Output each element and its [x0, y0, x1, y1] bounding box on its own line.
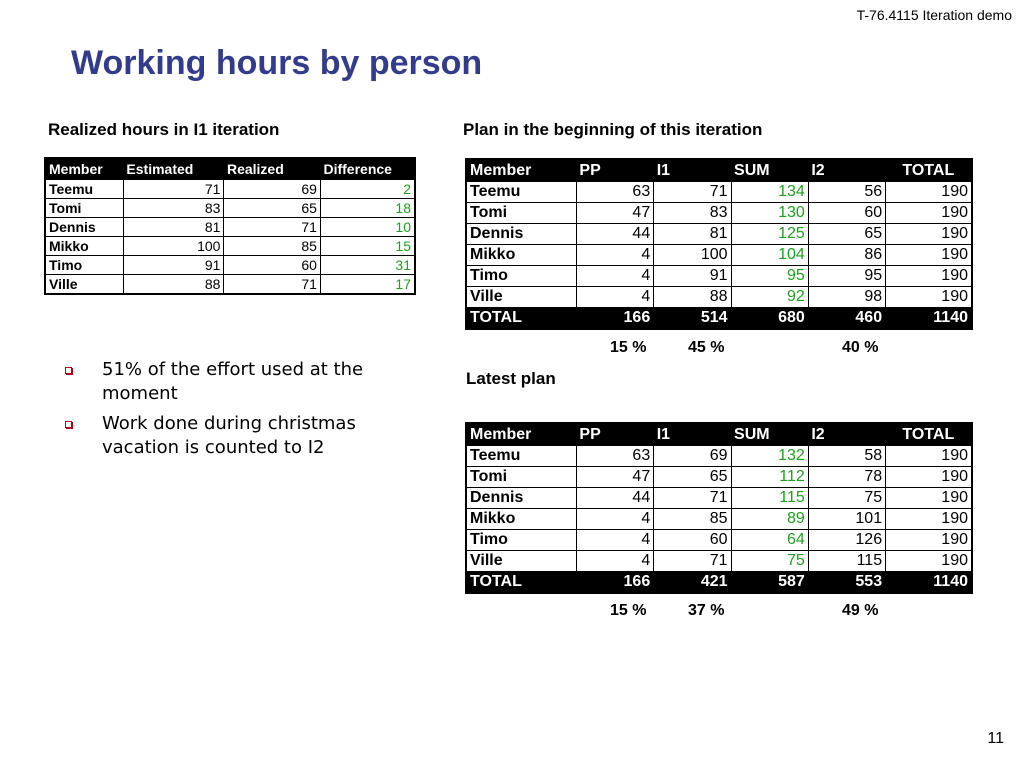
member-cell: Dennis	[466, 488, 576, 509]
member-cell: Ville	[466, 287, 576, 308]
total-label: TOTAL	[466, 572, 576, 594]
pp-cell: 4	[576, 287, 653, 308]
table-header-row	[45, 158, 415, 180]
i2-cell: 95	[808, 266, 885, 287]
pp-cell: 47	[576, 203, 653, 224]
difference-cell: 18	[320, 199, 415, 218]
member-cell: Tomi	[466, 467, 576, 488]
total-cell: 190	[886, 266, 972, 287]
total-cell: 190	[886, 245, 972, 266]
member-cell: Timo	[45, 256, 123, 275]
table-header-row	[466, 423, 972, 446]
table-header-row	[466, 159, 972, 182]
pp-cell: 4	[576, 245, 653, 266]
member-cell: Teemu	[45, 180, 123, 199]
i1-cell: 60	[654, 530, 731, 551]
i1-percentage: 45 %	[688, 339, 725, 356]
sum-cell: 89	[731, 509, 808, 530]
bullet-list	[62, 358, 422, 466]
column-header: Estimated	[123, 158, 224, 180]
sum-cell: 130	[731, 203, 808, 224]
column-header: PP	[576, 423, 653, 446]
column-header: I2	[808, 159, 885, 182]
table-row	[466, 551, 972, 572]
realized-cell: 71	[224, 218, 321, 237]
i2-cell: 65	[808, 224, 885, 245]
difference-cell: 15	[320, 237, 415, 256]
pp-cell: 4	[576, 530, 653, 551]
realized-heading: Realized hours in I1 iteration	[48, 120, 280, 139]
total-cell: 190	[886, 224, 972, 245]
total-cell: 190	[886, 182, 972, 203]
total-cell: 190	[886, 287, 972, 308]
column-header: I1	[654, 423, 731, 446]
i1-cell: 71	[654, 488, 731, 509]
total-cell: 190	[886, 551, 972, 572]
member-cell: Teemu	[466, 182, 576, 203]
pp-total: 166	[576, 308, 653, 330]
pp-total: 166	[576, 572, 653, 594]
column-header: Member	[466, 159, 576, 182]
table-row	[466, 203, 972, 224]
member-cell: Mikko	[466, 509, 576, 530]
square-bullet-icon	[65, 367, 72, 374]
bullet-item	[62, 358, 422, 406]
table-row	[466, 224, 972, 245]
table-row	[466, 488, 972, 509]
table-row	[466, 182, 972, 203]
estimated-cell: 81	[123, 218, 224, 237]
total-row	[466, 308, 972, 330]
i1-cell: 100	[654, 245, 731, 266]
estimated-cell: 83	[123, 199, 224, 218]
total-cell: 190	[886, 509, 972, 530]
sum-cell: 92	[731, 287, 808, 308]
table-row	[45, 275, 415, 295]
pp-percentage: 15 %	[610, 602, 647, 619]
column-header: SUM	[731, 159, 808, 182]
pp-cell: 44	[576, 224, 653, 245]
slide-title: Working hours by person	[71, 44, 483, 82]
table-row	[466, 530, 972, 551]
column-header: PP	[576, 159, 653, 182]
estimated-cell: 91	[123, 256, 224, 275]
latest-plan-table	[465, 422, 973, 594]
total-cell: 190	[886, 488, 972, 509]
pp-percentage: 15 %	[610, 339, 647, 356]
i1-cell: 88	[654, 287, 731, 308]
column-header: SUM	[731, 423, 808, 446]
sum-cell: 134	[731, 182, 808, 203]
column-header: Member	[45, 158, 123, 180]
latest-plan-heading: Latest plan	[466, 369, 556, 388]
plan-begin-heading: Plan in the beginning of this iteration	[463, 120, 763, 139]
bullet-text: Work done during christmas vacation is counted to I2	[102, 413, 356, 458]
total-cell: 190	[886, 467, 972, 488]
realized-cell: 60	[224, 256, 321, 275]
sum-cell: 125	[731, 224, 808, 245]
i1-cell: 91	[654, 266, 731, 287]
sum-cell: 95	[731, 266, 808, 287]
i2-cell: 126	[808, 530, 885, 551]
i2-percentage: 40 %	[842, 339, 879, 356]
pp-cell: 4	[576, 266, 653, 287]
table-row	[45, 199, 415, 218]
pp-cell: 44	[576, 488, 653, 509]
member-cell: Teemu	[466, 446, 576, 467]
pp-cell: 4	[576, 509, 653, 530]
estimated-cell: 100	[123, 237, 224, 256]
plan-begin-table	[465, 158, 973, 330]
i2-percentage: 49 %	[842, 602, 879, 619]
member-cell: Timo	[466, 530, 576, 551]
table-row	[466, 446, 972, 467]
i2-cell: 98	[808, 287, 885, 308]
i1-cell: 85	[654, 509, 731, 530]
i2-cell: 75	[808, 488, 885, 509]
grand-total: 1140	[886, 572, 972, 594]
total-cell: 190	[886, 446, 972, 467]
column-header: I1	[654, 159, 731, 182]
table-row	[466, 245, 972, 266]
sum-total: 587	[731, 572, 808, 594]
member-cell: Mikko	[466, 245, 576, 266]
column-header: Member	[466, 423, 576, 446]
grand-total: 1140	[886, 308, 972, 330]
sum-cell: 64	[731, 530, 808, 551]
sum-cell: 112	[731, 467, 808, 488]
table-row	[45, 256, 415, 275]
square-bullet-icon	[65, 421, 72, 428]
page-number: 11	[987, 730, 1004, 747]
i2-total: 460	[808, 308, 885, 330]
i2-cell: 56	[808, 182, 885, 203]
member-cell: Tomi	[466, 203, 576, 224]
member-cell: Tomi	[45, 199, 123, 218]
i2-cell: 101	[808, 509, 885, 530]
total-cell: 190	[886, 530, 972, 551]
column-header: I2	[808, 423, 885, 446]
member-cell: Timo	[466, 266, 576, 287]
member-cell: Dennis	[45, 218, 123, 237]
estimated-cell: 71	[123, 180, 224, 199]
table-row	[466, 467, 972, 488]
i1-cell: 69	[654, 446, 731, 467]
table-row	[45, 218, 415, 237]
table-row	[466, 287, 972, 308]
difference-cell: 17	[320, 275, 415, 295]
table-row	[45, 180, 415, 199]
i1-percentage: 37 %	[688, 602, 725, 619]
realized-cell: 65	[224, 199, 321, 218]
pp-cell: 63	[576, 182, 653, 203]
pp-cell: 47	[576, 467, 653, 488]
member-cell: Mikko	[45, 237, 123, 256]
difference-cell: 31	[320, 256, 415, 275]
column-header: Difference	[320, 158, 415, 180]
column-header: TOTAL	[886, 159, 972, 182]
i2-cell: 78	[808, 467, 885, 488]
realized-cell: 69	[224, 180, 321, 199]
i2-cell: 58	[808, 446, 885, 467]
i1-total: 421	[654, 572, 731, 594]
total-row	[466, 572, 972, 594]
table-row	[45, 237, 415, 256]
difference-cell: 10	[320, 218, 415, 237]
total-label: TOTAL	[466, 308, 576, 330]
column-header: Realized	[224, 158, 321, 180]
bullet-text: 51% of the effort used at the moment	[102, 359, 364, 404]
sum-total: 680	[731, 308, 808, 330]
sum-cell: 104	[731, 245, 808, 266]
realized-cell: 85	[224, 237, 321, 256]
member-cell: Ville	[466, 551, 576, 572]
member-cell: Ville	[45, 275, 123, 295]
i2-cell: 86	[808, 245, 885, 266]
sum-cell: 115	[731, 488, 808, 509]
total-cell: 190	[886, 203, 972, 224]
table-row	[466, 509, 972, 530]
sum-cell: 132	[731, 446, 808, 467]
pp-cell: 4	[576, 551, 653, 572]
i1-cell: 81	[654, 224, 731, 245]
course-name: T-76.4115 Iteration demo	[856, 7, 1012, 23]
i2-cell: 60	[808, 203, 885, 224]
member-cell: Dennis	[466, 224, 576, 245]
i1-cell: 71	[654, 551, 731, 572]
estimated-cell: 88	[123, 275, 224, 295]
difference-cell: 2	[320, 180, 415, 199]
sum-cell: 75	[731, 551, 808, 572]
i2-total: 553	[808, 572, 885, 594]
i1-cell: 71	[654, 182, 731, 203]
pp-cell: 63	[576, 446, 653, 467]
bullet-item	[62, 412, 422, 460]
realized-hours-table	[44, 157, 416, 295]
column-header: TOTAL	[886, 423, 972, 446]
i1-cell: 65	[654, 467, 731, 488]
i1-total: 514	[654, 308, 731, 330]
realized-cell: 71	[224, 275, 321, 295]
i1-cell: 83	[654, 203, 731, 224]
i2-cell: 115	[808, 551, 885, 572]
table-row	[466, 266, 972, 287]
